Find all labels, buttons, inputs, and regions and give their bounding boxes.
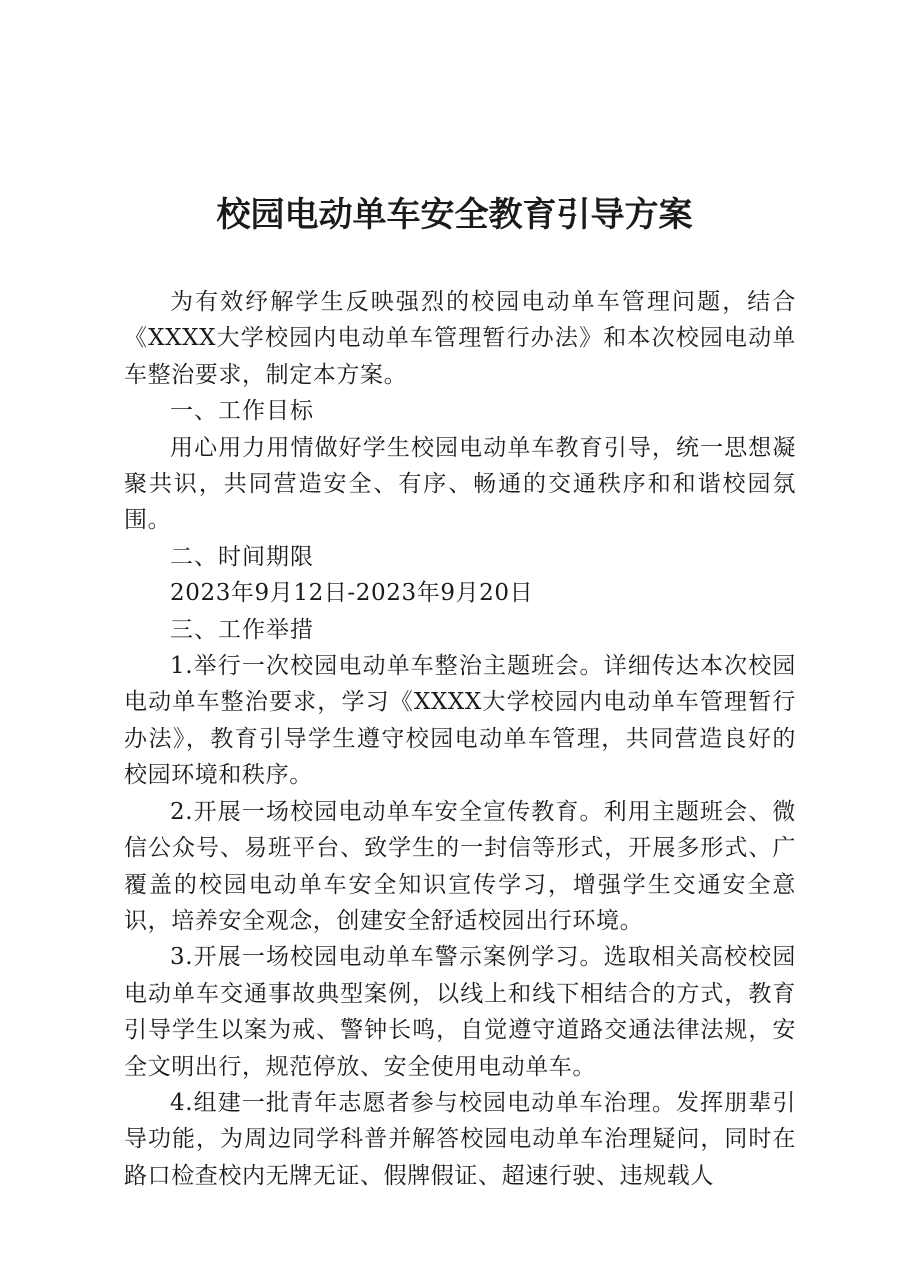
- period-paragraph: 2023年9月12日-2023年9月20日: [170, 580, 534, 607]
- measure-paragraph-4: 4.组建一批青年志愿者参与校园电动单车治理。发挥朋辈引导功能，为周边同学科普并解答校园电动单车治理疑问，同时在路口检查校内无牌无证、假牌假证、超速行驶、违规载人: [124, 1089, 796, 1189]
- goals-paragraph: 用心用力用情做好学生校园电动单车教育引导，统一思想凝聚共识，共同营造安全、有序、畅通的交通秩序和和谐校园氛围。: [124, 434, 796, 534]
- measure-paragraph-1: 1.举行一次校园电动单车整治主题班会。详细传达本次校园电动单车整治要求，学习《XXXX大学校园内电动单车管理暂行办法》，教育引导学生遵守校园电动单车管理，共同营造良好的校园环境和秩序。: [124, 653, 796, 789]
- intro-paragraph: 为有效纾解学生反映强烈的校园电动单车管理问题，结合《XXXX大学校园内电动单车管理暂行办法》和本次校园电动单车整治要求，制定本方案。: [124, 289, 796, 388]
- section-heading-period: 二、时间期限: [170, 543, 314, 570]
- section-heading-goals: 一、工作目标: [170, 398, 314, 425]
- measure-paragraph-2: 2.开展一场校园电动单车安全宣传教育。利用主题班会、微信公众号、易班平台、致学生的一封信等形式，开展多形式、广覆盖的校园电动单车安全知识宣传学习，增强学生交通安全意识，培养安全观念，创建安全舒适校园出行环境。: [124, 798, 796, 934]
- measure-paragraph-3: 3.开展一场校园电动单车警示案例学习。选取相关高校校园电动单车交通事故典型案例，以线上和线下相结合的方式，教育引导学生以案为戒、警钟长鸣，自觉遵守道路交通法律法规，安全文明出行，规范停放、安全使用电动单车。: [124, 944, 796, 1080]
- document-title: 校园电动单车安全教育引导方案: [216, 195, 693, 235]
- document-body: [124, 284, 796, 1194]
- section-heading-measures: 三、工作举措: [170, 616, 314, 643]
